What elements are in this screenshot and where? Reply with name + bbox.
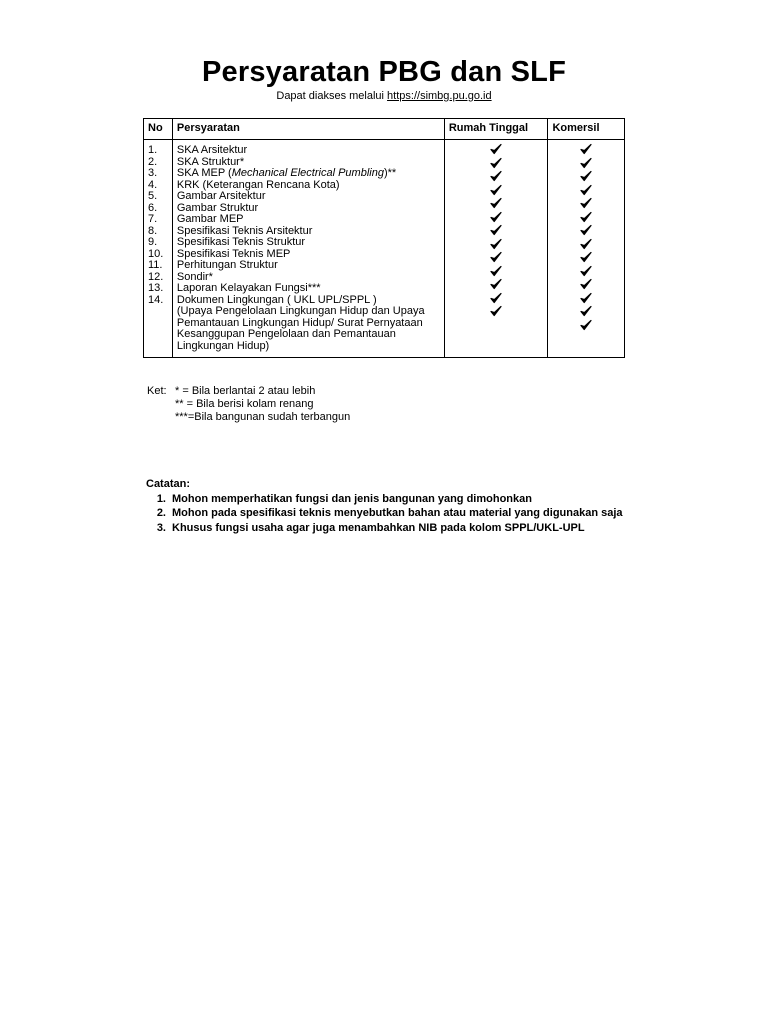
subtitle-prefix: Dapat diakses melalui: [276, 90, 388, 102]
ket-line: ** = Bila berisi kolam renang: [175, 398, 314, 410]
checkmark-icon: [490, 184, 502, 198]
row-number: 3.: [148, 167, 158, 179]
requirement-text: Sondir*: [176, 270, 213, 283]
ket-line: ***=Bila bangunan sudah terbangun: [175, 411, 351, 423]
checkmark-icon: [580, 170, 592, 184]
row-number: 10.: [148, 247, 164, 260]
catatan-item: [146, 506, 623, 521]
checkmark-icon: [490, 238, 502, 252]
catatan-text: Mohon pada spesifikasi teknis menyebutkan bahan atau material yang digunakan saja: [172, 507, 623, 519]
row-number: 5.: [148, 190, 158, 202]
ket-row: [147, 411, 350, 424]
checkmark-icon: [580, 319, 592, 333]
row-number: 12.: [148, 270, 164, 283]
ket-row: [147, 398, 350, 411]
requirement-italic-text: Mechanical Electrical Pumbling: [231, 167, 384, 179]
header-no: No: [144, 119, 173, 140]
requirement-text: Perhitungan Struktur: [176, 259, 278, 271]
row-number: 11.: [148, 259, 163, 271]
catatan-number: 1.: [156, 492, 166, 505]
komersil-column: [548, 140, 625, 358]
checkmark-icon: [490, 143, 502, 157]
ket-row: [147, 385, 350, 398]
requirement-column: [172, 140, 444, 358]
requirement-suffix: )**: [383, 167, 397, 179]
checkmark-icon: [580, 224, 592, 238]
catatan-heading: Catatan:: [146, 478, 191, 490]
row-number: 14.: [148, 293, 164, 306]
checkmark-icon: [580, 157, 592, 171]
requirement-text: Dokumen Lingkungan ( UKL UPL/SPPL ): [176, 293, 377, 306]
header-komersil: Komersil: [548, 119, 625, 140]
document-subtitle: [0, 90, 768, 102]
checkmark-icon: [580, 265, 592, 279]
checkmark-icon: [580, 184, 592, 198]
table-body-row: [144, 140, 625, 358]
ket-legend: [147, 385, 350, 424]
requirements-table: [143, 118, 625, 358]
ket-label: Ket:: [147, 385, 167, 397]
row-number: 2.: [148, 155, 158, 168]
row-number: 7.: [148, 213, 158, 225]
requirement-text: SKA Arsitektur: [176, 144, 248, 156]
row-number: 6.: [148, 201, 158, 214]
requirement-text: Spesifikasi Teknis Struktur: [176, 236, 306, 248]
checkmark-icon: [490, 265, 502, 279]
document-title: Persyaratan PBG dan SLF: [202, 56, 566, 88]
ket-spacer: [147, 398, 175, 411]
checkmark-icon: [490, 197, 502, 211]
number-column: [144, 140, 173, 358]
requirement-text: Gambar Arsitektur: [176, 190, 266, 202]
checkmark-icon: [490, 292, 502, 306]
checkmark-icon: [580, 305, 592, 319]
header-rumah-tinggal: Rumah Tinggal: [444, 119, 548, 140]
catatan-text: Khusus fungsi usaha agar juga menambahkan NIB pada kolom SPPL/UKL-UPL: [172, 521, 585, 534]
catatan-list: [146, 492, 623, 536]
checkmark-icon: [580, 143, 592, 157]
requirement-text: Spesifikasi Teknis MEP: [176, 247, 291, 260]
requirement-text: Gambar MEP: [176, 213, 244, 225]
row-number: 8.: [148, 224, 158, 237]
requirement-text: SKA MEP (: [176, 167, 232, 179]
catatan-section: [146, 477, 623, 535]
checkmark-icon: [490, 278, 502, 292]
requirement-text: KRK (Keterangan Rencana Kota): [176, 178, 340, 191]
checkmark-icon: [490, 305, 502, 319]
row-number: 4.: [148, 178, 158, 191]
checkmark-icon: [490, 211, 502, 225]
catatan-item: [146, 521, 623, 536]
catatan-number: 2.: [156, 507, 166, 519]
ket-spacer: [147, 411, 175, 424]
checkmark-icon: [490, 157, 502, 171]
requirement-text: Spesifikasi Teknis Arsitektur: [176, 224, 313, 237]
header-requirement: Persyaratan: [172, 119, 444, 140]
checkmark-icon: [580, 238, 592, 252]
requirement-text: SKA Struktur*: [176, 155, 245, 168]
requirement-detail: (Upaya Pengelolaan Lingkungan Hidup dan Upaya Pemantauan Lingkungan Hidup/ Surat Pernyataan Kesanggupan Pengelolaan dan Pemantauan Lingkungan Hidup): [176, 305, 425, 352]
checkmark-icon: [490, 170, 502, 184]
requirement-text: Gambar Struktur: [176, 201, 259, 214]
simbg-link[interactable]: https://simbg.pu.go.id: [387, 90, 492, 102]
checkmark-icon: [490, 224, 502, 238]
catatan-text: Mohon memperhatikan fungsi dan jenis bangunan yang dimohonkan: [172, 492, 532, 505]
table-header-row: [144, 119, 625, 140]
requirement-text: Laporan Kelayakan Fungsi***: [176, 282, 321, 294]
checkmark-icon: [490, 251, 502, 265]
requirement-item: [177, 260, 440, 272]
row-number: 1.: [148, 144, 158, 156]
ket-line: * = Bila berlantai 2 atau lebih: [175, 385, 316, 397]
checkmark-icon: [580, 292, 592, 306]
row-number: 9.: [148, 236, 158, 248]
checkmark-icon: [580, 211, 592, 225]
checkmark-icon: [580, 278, 592, 292]
row-number: 13.: [148, 282, 164, 294]
rumah-tinggal-column: [444, 140, 548, 358]
catatan-item: [146, 492, 623, 507]
catatan-number: 3.: [156, 521, 166, 534]
checkmark-icon: [580, 197, 592, 211]
checkmark-icon: [580, 251, 592, 265]
